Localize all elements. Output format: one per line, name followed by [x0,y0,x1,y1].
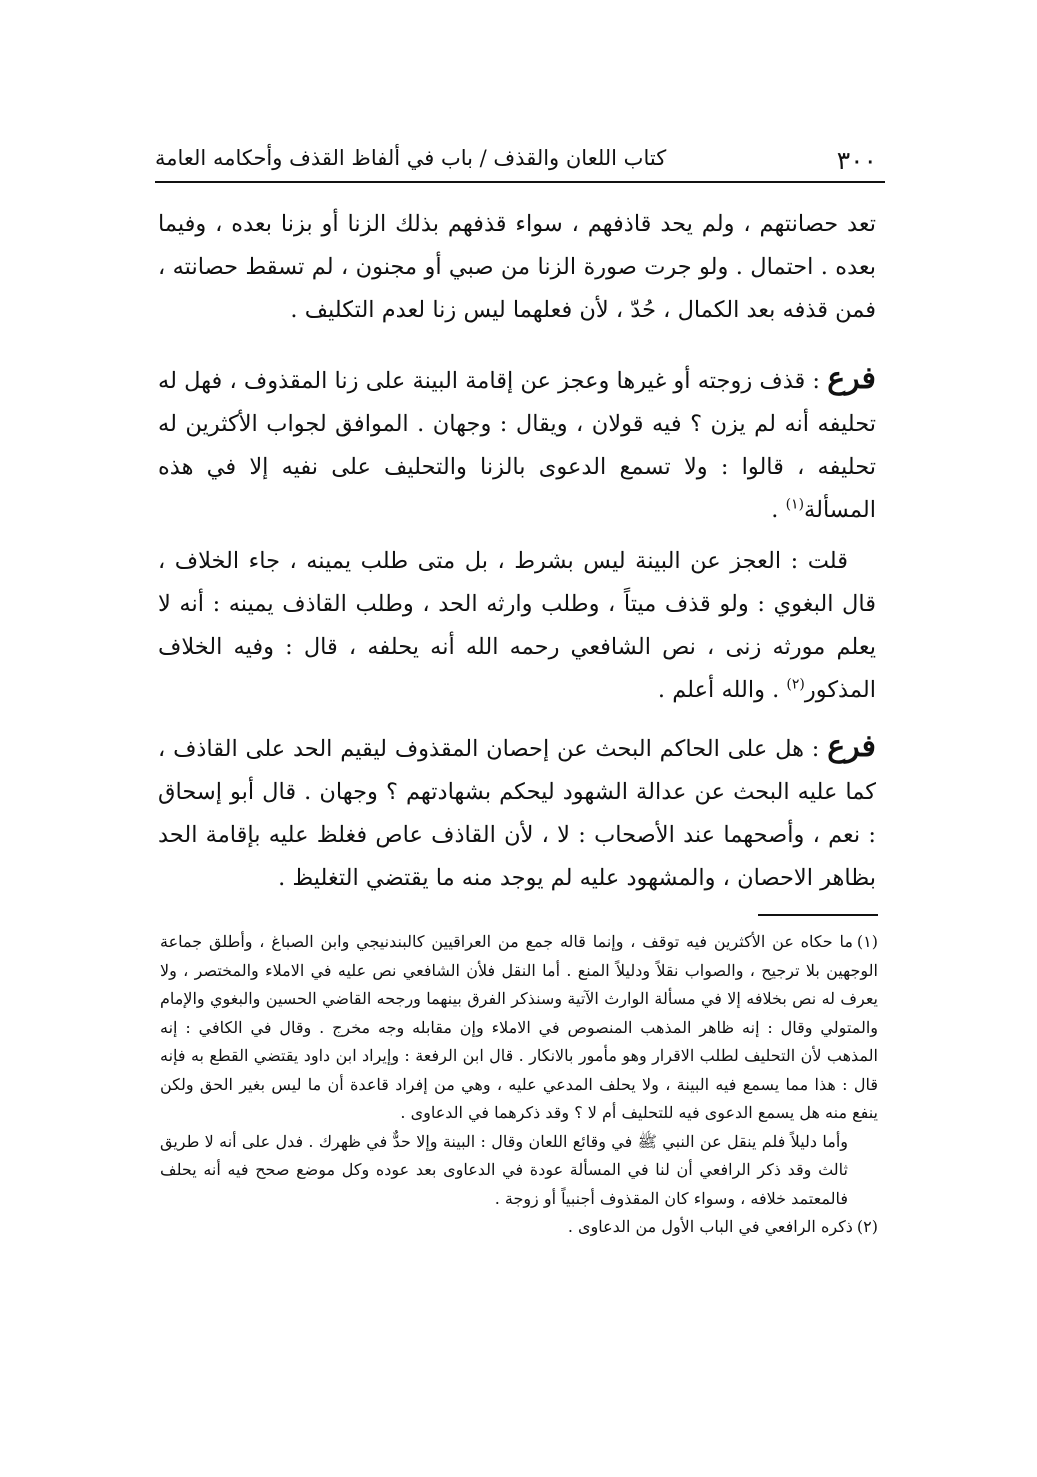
footnote-1-continued: وأما دليلاً فلم ينقل عن النبي ﷺ في وقائع اللعان وقال : البينة وإلا حدٌّ في ظهرك . فدل على أنه لا طريق ثالث وقد ذكر الرافعي أن لنا في المسألة عودة في الدعاوى بعد عوده وكل موضع صحح فيه أنه يحلف فالمعتمد خلافه ، وسواء كان المقذوف أجنبياً أو زوجة . [160,1131,848,1208]
footnote-ref-1[interactable]: (١) [785,496,805,513]
paragraph-1 [158,203,876,332]
running-title: كتاب اللعان والقذف / باب في ألفاظ القذف وأحكامه العامة [155,146,667,170]
footnote-1-text: ما حكاه عن الأكثرين فيه توقف ، وإنما قاله جمع من العراقيين كالبندنيجي وابن الصباغ ، وأطلق جماعة الوجهين بلا ترجيح ، والصواب نقلاً ودليلاً المنع . أما النقل فلأن الشافعي نص عليه في الاملاء والمختصر ، ولا يعرف له نص بخلافه إلا في مسألة الوارث الآتية وسنذكر الفرق بينهما ورجحه القاضي الحسين والبغوي والإمام والمتولي وقال : إنه ظاهر المذهب المنصوص في الاملاء وإن مقابله وجه مخرج . وقال في الكافي : إنه المذهب لأن التحليف لطلب الاقرار وهو مأمور بالانكار . قال ابن الرفعة : وإيراد ابن داود يقتضي القطع به فإنه قال : هذا مما يسمع فيه البينة ، ولا يحلف المدعي عليه ، وهي من إفراد قاعدة أن ما ليس بغير الحق ولكن ينفع منه هل يسمع الدعوى فيه للتحليف أم لا ؟ وقد ذكرهما في الدعاوى . [160,932,879,1122]
footnote-ref-2[interactable]: (٢) [786,676,805,693]
paragraph-3-text: قلت : العجز عن البينة ليس بشرط ، بل متى طلب يمينه ، جاء الخلاف ، قال البغوي : ولو قذف ميتاً ، وطلب وارثه الحد ، وطلب القاذف يمينه : أنه لا يعلم مورثه زنى ، نص الشافعي رحمه الله أنه يحلفه ، قال : وفيه الخلاف المذكور [158,548,876,703]
page-number: ٣٠٠ [836,146,877,175]
paragraph-2-end: . [771,497,786,523]
paragraph-4 [158,725,876,900]
footnote-2-text: ذكره الرافعي في الباب الأول من الدعاوى . [567,1217,853,1236]
footnote-separator [758,914,878,916]
paragraph-1-text: تعد حصانتهم ، ولم يحد قاذفهم ، سواء قذفهم بذلك الزنا أو بزنا بعده ، وفيما بعده . احتمال . ولو جرت صورة الزنا من صبي أو مجنون ، لم تسقط حصانته ، فمن قذفه بعد الكمال ، حُدّ ، لأن فعلهما ليس زنا لعدم التكليف . [158,211,876,323]
far-heading: فرع [827,729,876,764]
footnote-2 [160,1213,878,1242]
paragraph-2 [158,357,876,532]
paragraph-2-text: : قذف زوجته أو غيرها وعجز عن إقامة البينة على زنا المقذوف ، فهل له تحليفه أنه لم يزن ؟ فيه قولان ، ويقال : وجهان . الموافق لجواب الأكثرين له تحليفه ، قالوا : ولا تسمع الدعوى بالزنا والتحليف على نفيه إلا في هذه المسألة [158,368,876,523]
footnote-2-number: (٢) [856,1217,878,1236]
paragraph-3-end: . والله أعلم . [657,677,787,703]
footnotes [160,928,878,1242]
footnote-1-number: (١) [856,932,878,951]
far-heading: فرع [827,361,877,396]
footnote-1 [160,928,878,1128]
paragraph-3 [158,540,876,712]
page-header [155,140,885,180]
paragraph-4-text: : هل على الحاكم البحث عن إحصان المقذوف ليقيم الحد على القاذف ، كما عليه البحث عن عدالة الشهود ليحكم بشهادتهم ؟ وجهان . قال أبو إسحاق : نعم ، وأصحهما عند الأصحاب : لا ، لأن القاذف عاص فغلظ عليه بإقامة الحد بظاهر الاحصان ، والمشهود عليه لم يوجد منه ما يقتضي التغليظ . [158,736,876,891]
header-rule [155,181,885,183]
